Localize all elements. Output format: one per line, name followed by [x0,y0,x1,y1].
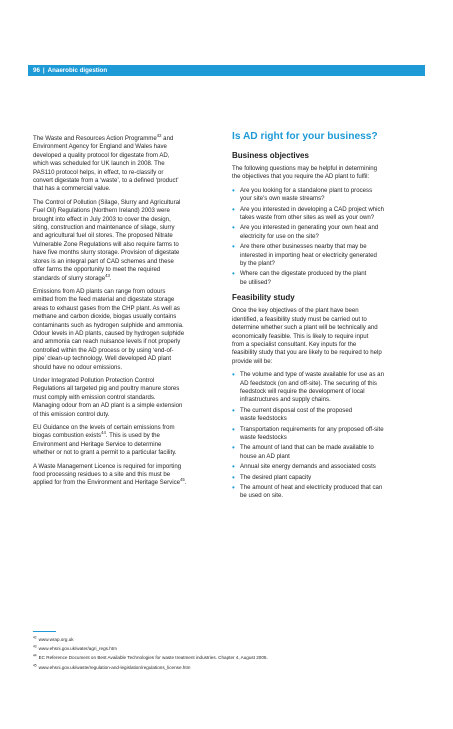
feasibility-study-heading: Feasibility study [232,293,295,303]
page-header [28,65,425,76]
paragraph [33,132,217,194]
paragraph-text: Emissions from AD plants can range from odours emitted from the feed material and digestate storage areas to exhaust gases from the CHP plant. As well as methane and carbon dioxide, biogas usually contains contaminants such as hydrogen sulphide and ammonia. Odour levels in AD plants, caused by hydrogen sulphide and ammonia can reach nuisance levels if not properly controlled within the AD process or by using ‘end-of- pipe’ clean-up technology. Well developed AD plant should have no odour emissions. [33,287,185,371]
list-item [232,474,424,482]
paragraph [33,288,217,372]
footnote [33,635,423,644]
list-item-text: Where can the digestate produced by the plant be utilised? [240,270,367,286]
bullet-icon: • [232,204,235,214]
bullet-icon: • [232,223,235,233]
footnote-ref: 45 [180,477,185,483]
list-item [232,206,424,223]
list-item-text: Are you interested in generating your own heat and electricity for use on the site? [240,224,379,240]
footnote-number: 42 [33,635,37,640]
paragraph [33,199,217,283]
objectives-intro: The following questions may be helpful in determining the objectives that you require the AD plant to fulfil: [232,165,377,181]
list-item-text: The volume and type of waste available for use as an AD feedstock (on and off-site). The securing of this feedstock will require the development of local infrastructures and supply chains. [240,371,384,404]
footnote-ref: 42 [156,132,162,138]
bullet-icon: • [232,424,235,434]
paragraph [33,463,217,488]
footnote-number: 45 [33,663,37,668]
paragraph-text: . [109,274,112,282]
list-item [232,371,424,405]
feasibility-list [232,371,424,501]
bullet-icon: • [232,462,235,472]
list-item [232,187,424,204]
list-item [232,224,424,241]
footnote-number: 44 [33,653,37,658]
bullet-icon: • [232,472,235,482]
paragraph-text: A Waste Management Licence is required for importing food processing residues to a site and this must be applied for from the Environment and Heritage Service [33,462,182,487]
list-item-text: The amount of land that can be made available to house an AD plant [240,444,374,460]
list-item [232,444,424,461]
business-objectives-heading: Business objectives [232,151,309,160]
footnote-text: EC Reference Document on Best Available Technologies for waste treatment industries. Chapter 4, August 2005. [38,655,268,661]
bullet-icon: • [232,483,235,492]
paragraph-text: and Environment Agency for England and Wales have developed a quality protocol for digestate from AD, which was scheduled for UK launch in 2008. The PAS110 protocol helps, in effect, to re-classify or convert digestate from a ‘waste’, to a defined ‘product’ that has a commercial value. [33,135,179,193]
paragraph-text: The Waste and Resources Action Programme [33,135,157,142]
bullet-icon: • [232,242,235,252]
header-separator: | [42,67,45,74]
list-item [232,270,424,287]
list-item-text: Are you looking for a standalone plant to process your site’s own waste streams? [240,186,373,203]
page-number: 96 [33,67,40,74]
section-heading: Is AD right for your business? [232,131,378,142]
bullet-icon: • [232,185,235,195]
list-item [232,426,424,443]
bullet-icon: • [232,443,235,453]
list-item [232,463,424,471]
feasibility-intro: Once the key objectives of the plant have been identified, a feasibility study must be carried out to determine whether such a plant will be technically and economically feasible. This is likely to require input from a specialist consultant. Key inputs for the feasibility study that you are likely to be required to help provide will be: [232,307,382,365]
bullet-icon: • [232,269,235,279]
footnote-ref: 44 [101,430,106,436]
list-item-text: Transportation requirements for any proposed off-site waste feedstocks [240,425,384,441]
list-item [232,484,424,501]
list-item-text: The desired plant capacity [240,473,312,481]
left-column [33,131,217,493]
header-title: Anaerobic digestion [47,67,108,74]
footnotes [33,635,423,672]
bullet-icon: • [232,405,235,415]
paragraph-text: Under Integrated Pollution Protection Control Regulations all targeted pig and poultry manure stores must comply with emission control standards. Managing odour from an AD plant is a simple extension of this emission control duty. [33,376,183,418]
footnote [33,644,423,653]
objectives-list [232,187,424,287]
footnote [33,663,423,672]
list-item [232,243,424,268]
list-item-text: The current disposal cost of the proposed waste feedstocks [240,406,353,423]
paragraph-text: EU Guidance on the levels of certain emissions from biogas combustion exists [33,424,175,440]
footnote-text[interactable]: www.wrap.org.uk [38,637,74,642]
footnote-divider [33,631,56,632]
paragraph [33,377,217,419]
paragraph-text: The Control of Pollution (Silage, Slurry and Agricultural Fuel Oil) Regulations (Northern Ireland) 2003 were brought into effect in July 2003 to cover the design, siting, construction and maintenance of silage, slurry and agricultural fuel oil stores. The proposed Nitrate Vulnerable Zone Regulations will also require farms to have five months slurry storage. Provision of digestate stores is an integral part of CAD schemes and these offer farms the opportunity to meet the required standards of slurry storage [33,198,181,282]
right-column [232,131,424,507]
list-item-text: Are you interested in developing a CAD project which takes waste from other sites as well as your own? [240,205,384,222]
footnote-number: 43 [33,644,37,649]
footnote-text[interactable]: www.ehsni.gov.uk/water/agri_regs.htm [38,646,117,652]
footnote [33,653,423,662]
list-item-text: Annual site energy demands and associated costs [240,463,376,471]
footnote-ref: 43 [105,272,110,278]
paragraph-text: . [184,479,187,487]
paragraph-text: . This is used by the Environment and Heritage Service to determine whether or not to grant a permit to a particular facility. [33,432,177,457]
list-item [232,407,424,424]
footnote-text[interactable]: www.ehsni.gov.uk/waste/regulation-and-legislation/regulations_license.htm [38,664,191,670]
list-item-text: The amount of heat and electricity produced that can be used on site. [240,484,383,500]
paragraph [33,424,217,458]
bullet-icon: • [232,370,235,380]
list-item-text: Are there other businesses nearby that may be interested in importing heat or electricity generated by the plant? [240,243,377,268]
